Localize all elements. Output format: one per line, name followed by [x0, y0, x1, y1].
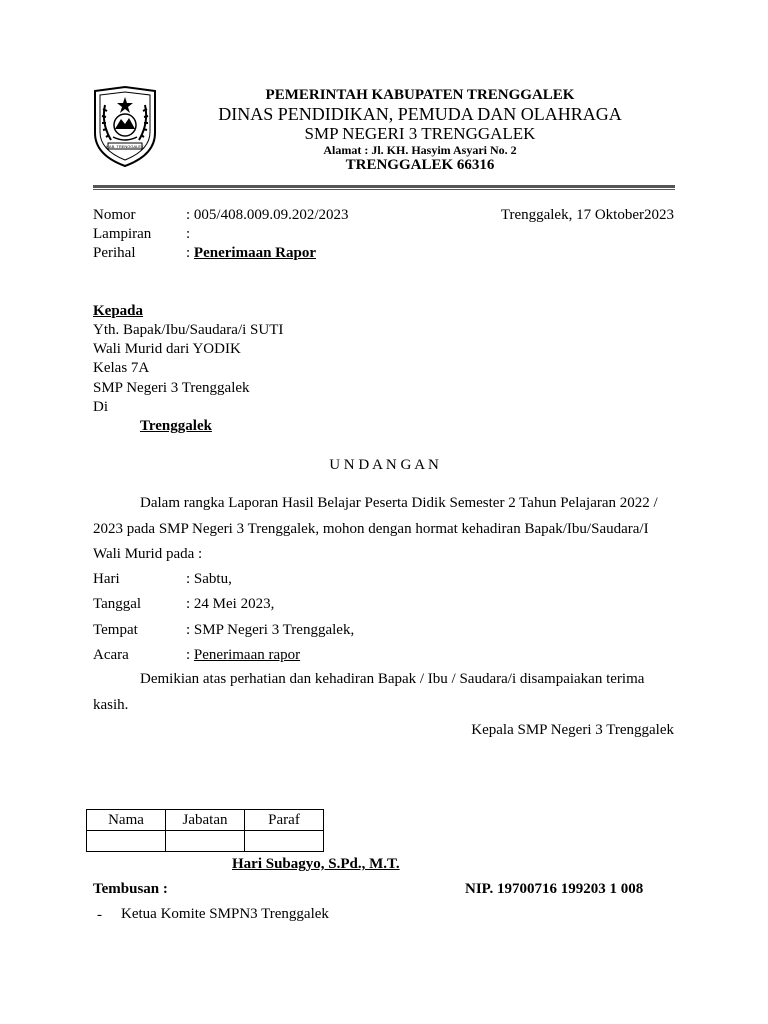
closing-line-2: kasih.: [93, 697, 129, 713]
signatory-name: Hari Subagyo, S.Pd., M.T.: [232, 856, 400, 872]
perihal-label: Perihal: [93, 245, 136, 261]
lampiran-label: Lampiran: [93, 226, 152, 242]
lampiran-value: :: [186, 226, 191, 242]
initial-table-header-nama: Nama: [87, 810, 166, 831]
signatory-nip: NIP. 19700716 199203 1 008: [465, 881, 644, 897]
letter-title: U N D A N G A N: [329, 457, 439, 473]
signatory-position: Kepala SMP Negeri 3 Trenggalek: [471, 722, 674, 738]
initial-table-header-paraf: Paraf: [245, 810, 324, 831]
tembusan-bullet: -: [97, 907, 102, 923]
initial-table-cell: [245, 831, 324, 852]
detail-value-hari: : Sabtu,: [186, 571, 232, 587]
detail-value-tanggal: : 24 Mei 2023,: [186, 596, 275, 612]
recipient-line-1: Yth. Bapak/Ibu/Saudara/i SUTI: [93, 322, 284, 338]
perihal-row: [186, 245, 316, 262]
detail-label-acara: Acara: [93, 647, 129, 663]
header-agency-text: DINAS PENDIDIKAN, PEMUDA DAN OLAHRAGA: [218, 104, 622, 124]
detail-label-hari: Hari: [93, 571, 120, 587]
recipient-line-3: Kelas 7A: [93, 360, 150, 376]
kepada-label: Kepada: [93, 303, 144, 319]
perihal-value: Penerimaan Rapor: [193, 245, 316, 261]
initial-table-row: [87, 831, 324, 852]
initial-table: [86, 809, 324, 852]
recipient-city: Trenggalek: [140, 418, 212, 434]
detail-acara-row: [186, 647, 300, 664]
recipient-line-2: Wali Murid dari YODIK: [93, 341, 241, 357]
nomor-value: : 005/408.009.09.202/2023: [186, 207, 349, 223]
detail-label-tempat: Tempat: [93, 622, 138, 638]
body-line-2: 2023 pada SMP Negeri 3 Trenggalek, mohon dengan hormat kehadiran Bapak/Ibu/Saudara/I: [93, 521, 649, 537]
initial-table-cell: [87, 831, 166, 852]
letterhead-rule-thin: [93, 189, 675, 190]
nomor-label: Nomor: [93, 207, 136, 223]
place-date: Trenggalek, 17 Oktober2023: [500, 207, 674, 223]
header-address: Alamat : Jl. KH. Hasyim Asyari No. 2: [323, 143, 517, 157]
header-school: SMP NEGERI 3 TRENGGALEK: [304, 124, 536, 143]
letterhead-rule: [93, 185, 675, 188]
perihal-colon: :: [186, 245, 194, 261]
recipient-line-4: SMP Negeri 3 Trenggalek: [93, 380, 250, 396]
header-agency: [170, 104, 670, 125]
initial-table-header-jabatan: Jabatan: [166, 810, 245, 831]
initial-table-cell: [166, 831, 245, 852]
detail-value-acara: Penerimaan rapor: [193, 647, 301, 663]
tembusan-label: Tembusan :: [93, 881, 168, 897]
body-line-1: Dalam rangka Laporan Hasil Belajar Peserta Didik Semester 2 Tahun Pelajaran 2022 /: [140, 495, 658, 511]
detail-acara-colon: :: [186, 647, 194, 663]
header-government: PEMERINTAH KABUPATEN TRENGGALEK: [265, 87, 575, 103]
detail-label-tanggal: Tanggal: [93, 596, 142, 612]
detail-value-tempat: : SMP Negeri 3 Trenggalek,: [186, 622, 355, 638]
closing-line-1: Demikian atas perhatian dan kehadiran Bapak / Ibu / Saudara/i disampaiakan terima: [140, 671, 645, 687]
recipient-line-5: Di: [93, 399, 108, 415]
logo-text: KAB. TRENGGALEK: [106, 144, 144, 149]
header-city: TRENGGALEK 66316: [345, 157, 495, 173]
regency-logo: [91, 85, 159, 168]
initial-table-header-row: [87, 810, 324, 831]
tembusan-item: Ketua Komite SMPN3 Trenggalek: [121, 906, 329, 922]
body-line-3: Wali Murid pada :: [93, 546, 203, 562]
